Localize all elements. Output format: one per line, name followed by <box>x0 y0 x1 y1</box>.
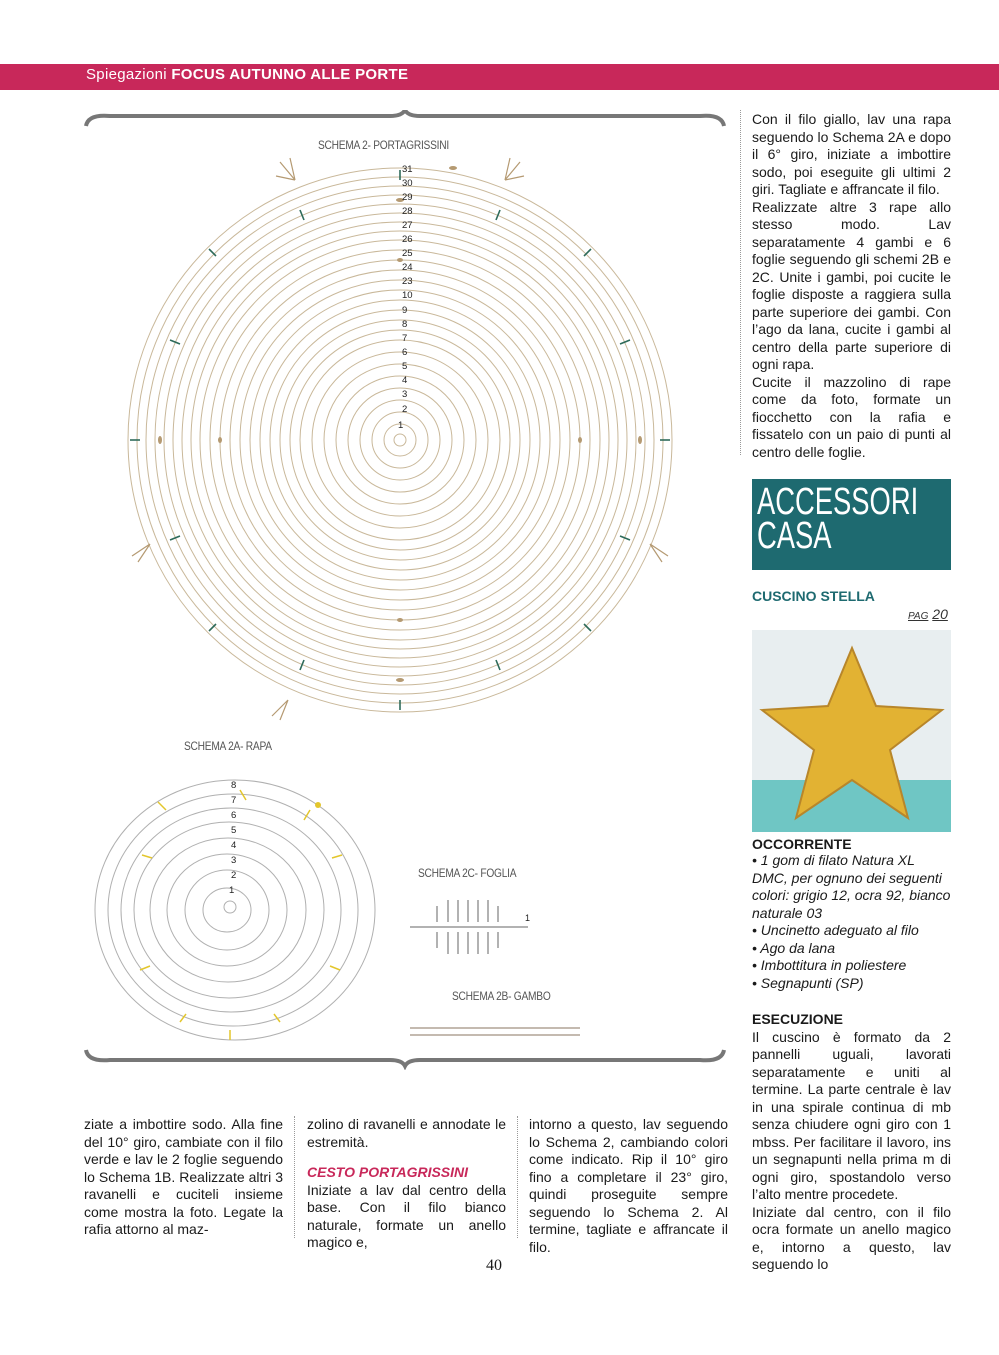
row-number: 4 <box>402 375 408 386</box>
instructions-section <box>752 1011 951 1274</box>
subsection-title: CESTO PORTAGRISSINI <box>307 1164 469 1180</box>
materials-title: OCCORRENTE <box>752 836 852 852</box>
page-reference <box>908 606 948 622</box>
bottom-column-2 <box>307 1116 506 1252</box>
row-number: 26 <box>402 234 413 245</box>
row-number: 8 <box>231 780 237 791</box>
row-number: 9 <box>402 305 408 316</box>
page-reference-number: 20 <box>932 606 948 622</box>
gambo-stitches <box>410 1028 580 1035</box>
rapa-yellow-stitches <box>140 790 342 1040</box>
row-number: 1 <box>398 420 404 431</box>
row-number: 10 <box>402 290 413 301</box>
row-number: 30 <box>402 178 413 189</box>
section-heading-line2: CASA <box>757 515 832 557</box>
row-number: 8 <box>402 319 408 330</box>
paragraph: zolino di ravanelli e annodate le estremità. <box>307 1116 506 1150</box>
header-title: FOCUS AUTUNNO ALLE PORTE <box>171 66 409 83</box>
row-number: 3 <box>402 389 408 400</box>
materials-item: • Ago da lana <box>752 939 836 956</box>
paragraph: Il cuscino è formato da 2 pannelli uguali, lavorati separatamente e uniti al termine. La parte centrale è lav in una spirale continua di mb senza chiudere ogni giro con 1 mbss. Per facilitare il lavoro, ins un segnapunti nella prima m di ogni giro, spostandolo verso l’alto mentre procedete. <box>752 1028 951 1202</box>
paragraph: Con il filo giallo, lav una rapa seguendo lo Schema 2A e dopo il 6° giro, iniziate a imbottire sodo, poi eseguite gli ultimi 2 giri. Tagliate e affrancate il filo. <box>752 111 951 197</box>
row-number: 7 <box>231 795 237 806</box>
row-number: 25 <box>402 248 413 259</box>
paragraph: Iniziate dal centro, con il filo ocra formate un anello magico e, intorno a questo, lav seguendo lo <box>752 1203 951 1272</box>
materials-item: • Uncinetto adeguato al filo <box>752 922 919 938</box>
section-heading-box <box>752 479 951 570</box>
top-bracket <box>86 110 724 126</box>
row-number: 5 <box>231 825 237 836</box>
row-number: 3 <box>231 855 237 866</box>
section-heading-line1: ACCESSORI <box>757 481 919 523</box>
column-divider <box>294 1116 296 1238</box>
row-number: 29 <box>402 192 413 203</box>
materials-item: • Imbottitura in poliestere <box>752 957 907 973</box>
row-number: 2 <box>231 870 237 881</box>
rapa-yellow-dot <box>315 802 321 808</box>
instructions-title: ESECUZIONE <box>752 1011 844 1027</box>
header-prefix: Spiegazioni <box>86 66 167 83</box>
schema-2b-title: SCHEMA 2B- GAMBO <box>452 989 551 1003</box>
row-number: 6 <box>402 347 408 358</box>
page-number: 40 <box>486 1257 502 1274</box>
foglia-row-number: 1 <box>525 913 531 923</box>
schema-2c-title: SCHEMA 2C- FOGLIA <box>418 866 517 880</box>
crochet-diagrams <box>80 110 730 1070</box>
row-number: 1 <box>229 885 235 896</box>
row-number: 23 <box>402 276 413 287</box>
row-number: 2 <box>402 404 408 415</box>
materials-section <box>752 836 951 992</box>
project-title: CUSCINO STELLA <box>752 588 875 604</box>
row-number: 5 <box>402 361 408 372</box>
column-divider <box>517 1116 519 1238</box>
row-number: 24 <box>402 262 413 273</box>
star-cushion-photo <box>752 630 951 832</box>
row-number: 4 <box>231 840 237 851</box>
paragraph: Realizzate altre 3 rape allo stesso modo. Lav separatamente 4 gambi e 6 foglie seguendo gli schemi 2B e 2C. Unite i gambi, poi cucite le foglie disposte a raggiera sulla parte superiore dei gambi. Con l’ago da lana, cucite i gambi al centro della parte superiore di ogni rapa. <box>752 198 951 372</box>
row-number: 28 <box>402 206 413 217</box>
bottom-bracket <box>86 1050 724 1066</box>
page-header <box>86 66 408 83</box>
portagrissini-corner-fans <box>132 158 668 720</box>
schema-2a-title: SCHEMA 2A- RAPA <box>184 739 272 753</box>
portagrissini-green-stitches <box>130 170 670 710</box>
paragraph: ziate a imbottire sodo. Alla fine del 10° giro, cambiate con il filo verde e lav le 2 foglie seguendo lo Schema 1B. Realizzate altri 3 ravanelli e cuciteli insieme come mostra la foto. Legate la rafia attorno al maz- <box>84 1116 283 1237</box>
row-number: 6 <box>231 810 237 821</box>
schema-2-title: SCHEMA 2- PORTAGRISSINI <box>318 138 449 152</box>
paragraph: Cucite il mazzolino di rape come da foto, formate un fiocchetto con la rafia e fissatelo con un paio di punti al centro delle foglie. <box>752 373 951 460</box>
row-number: 31 <box>402 164 413 175</box>
paragraph: intorno a questo, lav seguendo lo Schema 2, cambiando colori come indicato. Rip il 10° giro fino a completare il 23° giro, quindi proseguite sempre seguendo lo Schema 2. Al termine, tagliate e affrancate il filo. <box>529 1116 728 1255</box>
row-number: 7 <box>402 333 408 344</box>
materials-item: • Segnapunti (SP) <box>752 974 864 991</box>
foglia-stitches <box>410 900 531 954</box>
paragraph: Iniziate a lav dal centro della base. Con il filo bianco naturale, formate un anello magico e, <box>307 1181 506 1250</box>
bottom-column-1 <box>84 1116 283 1239</box>
page-reference-label: PAG <box>908 611 929 622</box>
column-divider <box>740 110 742 455</box>
right-column-top <box>752 111 951 461</box>
bottom-column-3 <box>529 1116 728 1256</box>
row-number: 27 <box>402 220 413 231</box>
materials-item: • 1 gom di filato Natura XL DMC, per ognuno dei seguenti colori: grigio 12, ocra 92, bianco naturale 03 <box>752 852 951 921</box>
